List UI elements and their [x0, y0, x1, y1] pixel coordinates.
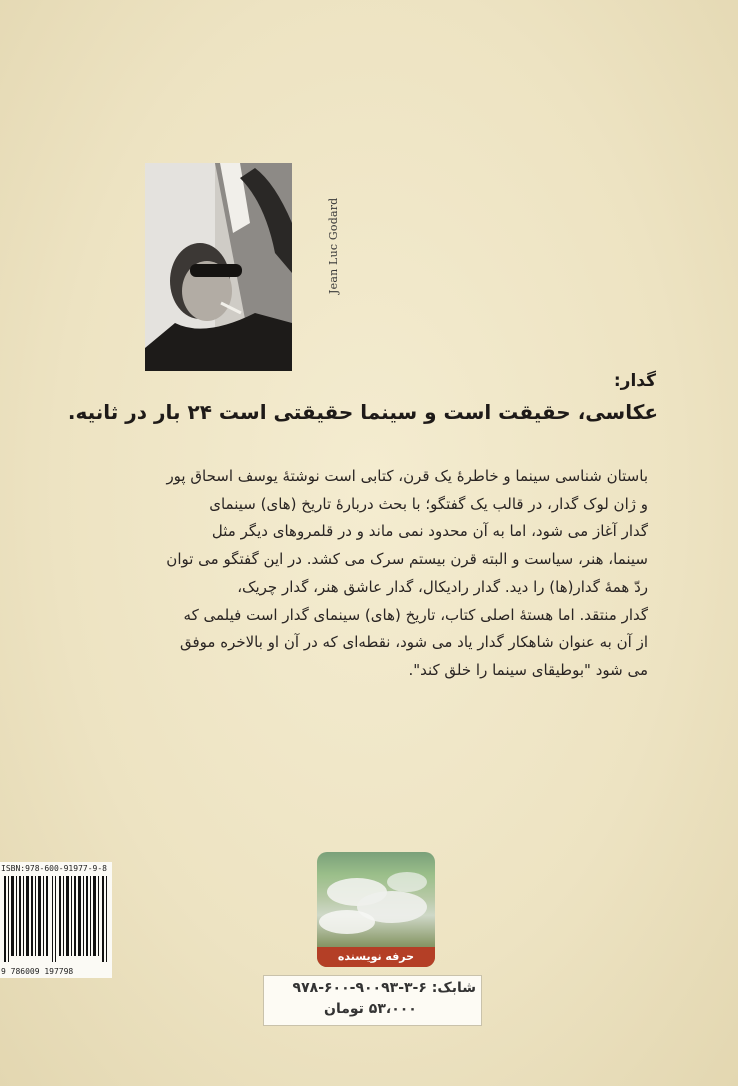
book-description	[122, 463, 648, 685]
isbn-barcode	[0, 862, 112, 978]
barcode-bars	[2, 876, 110, 962]
description-line: و ژان لوک گدار، در قالب یک گفتگو؛ با بحث دربارهٔ تاریخ (های) سینمای	[209, 494, 648, 513]
description-line: می شود "بوطیقای سینما را خلق کند".	[408, 660, 648, 679]
description-line: از آن به عنوان شاهکار گدار یاد می شود، نقطه‌ای که در آن او بالاخره موفق	[179, 633, 648, 652]
barcode-isbn-text: ISBN:978-600-91977-9-8	[1, 864, 107, 873]
author-photo	[145, 163, 292, 371]
photo-caption: Jean Luc Godard	[327, 197, 340, 294]
publisher-logo	[317, 852, 435, 967]
barcode-digits: 9 786009 197798	[1, 967, 74, 976]
description-line: ردّ همهٔ گدار(ها) را دید. گدار رادیکال، گدار عاشق هنر، گدار چریک،	[237, 577, 648, 596]
quote-attribution: گدار:	[613, 371, 656, 391]
sticker-isbn: شابک: ۶-۳-۹۰۰۹۳-۶۰۰-۹۷۸	[292, 980, 476, 996]
sticker-price: ۵۳،۰۰۰ تومان	[324, 1001, 417, 1017]
description-line: سینما، هنر، سیاست و البته قرن بیستم سرک می کشد. در این گفتگو می توان	[166, 550, 648, 569]
price-sticker	[263, 975, 482, 1026]
publisher-name: حرفه نویسنده	[317, 947, 435, 967]
description-line: گدار آغاز می شود، اما به آن محدود نمی ماند و در قلمروهای دیگر مثل	[211, 522, 648, 541]
description-line: باستان شناسی سینما و خاطرهٔ یک قرن، کتابی است نوشتهٔ یوسف اسحاق پور	[166, 467, 648, 485]
description-line: گدار منتقد. اما هستهٔ اصلی کتاب، تاریخ (های) سینمای گدار است فیلمی که	[183, 605, 648, 624]
quote-text: عکاسی، حقیقت است و سینما حقیقتی است ۲۴ بار در ثانیه.	[67, 400, 658, 424]
